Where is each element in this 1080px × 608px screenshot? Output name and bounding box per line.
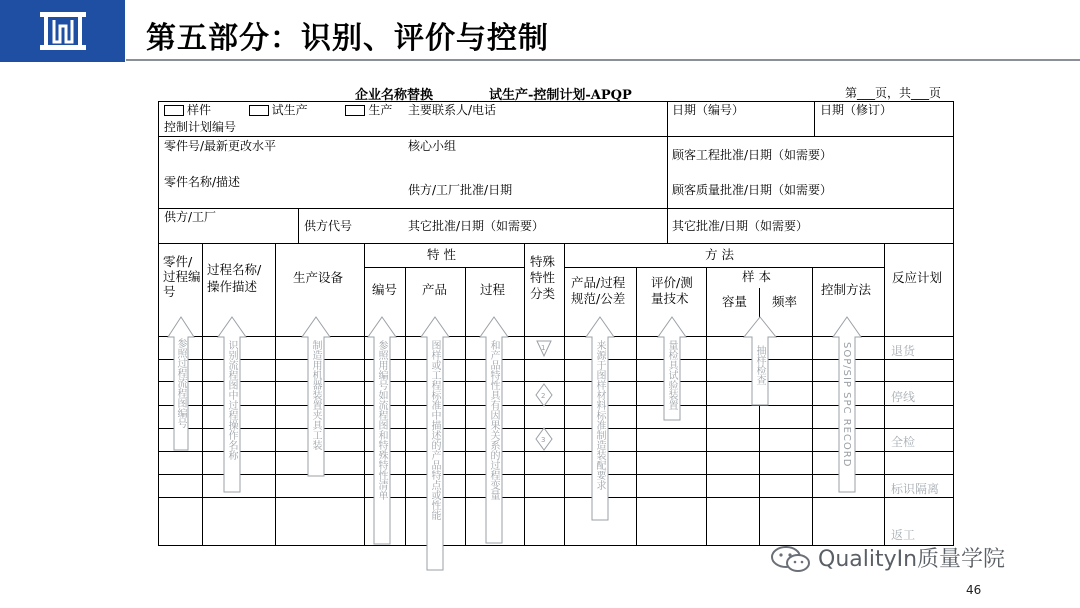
plan-number-label: 控制计划编号 bbox=[164, 120, 237, 134]
wechat-icon bbox=[770, 545, 812, 573]
col-sample-size: 容量 bbox=[722, 294, 748, 309]
special-mark-2: 2 bbox=[541, 392, 546, 400]
col-sample: 样 本 bbox=[742, 269, 771, 284]
arrow-note-9: 抽样检查 bbox=[754, 345, 765, 385]
col-special: 特殊特性分类 bbox=[530, 254, 556, 301]
arrow-note-3: 制造用机器装置夹具工装 bbox=[310, 340, 321, 450]
plan-title: 试生产-控制计划-APQP bbox=[489, 88, 632, 103]
customer-quality-approval-label: 顾客质量批准/日期（如需要） bbox=[672, 183, 833, 197]
arrow-note-7: 来源于图样材料标准制造装配要求 bbox=[594, 340, 605, 490]
reaction-stop-line: 停线 bbox=[891, 390, 916, 404]
part-name-label: 零件名称/描述 bbox=[164, 175, 241, 189]
core-team-label: 核心小组 bbox=[408, 139, 457, 153]
col-reaction: 反应计划 bbox=[892, 270, 943, 285]
date-revised-label: 日期（修订） bbox=[820, 103, 893, 117]
special-mark-3: 3 bbox=[541, 436, 546, 444]
reaction-rework: 返工 bbox=[891, 528, 916, 542]
col-char-product: 产品 bbox=[422, 282, 448, 297]
reaction-return: 退货 bbox=[891, 344, 916, 358]
arrow-note-2: 识别流程图中过程操作名称 bbox=[226, 340, 237, 460]
col-char-process: 过程 bbox=[480, 282, 506, 297]
checkbox-sample-label: 样件 bbox=[187, 103, 212, 117]
supplier-plant-approval-label: 供方/工厂批准/日期 bbox=[408, 183, 513, 197]
company-name: 企业名称替换 bbox=[355, 88, 434, 103]
col-characteristics: 特 性 bbox=[427, 247, 456, 262]
watermark-text: QualityIn质量学院 bbox=[818, 547, 1006, 572]
page-title: 第五部分：识别、评价与控制 bbox=[146, 21, 549, 56]
col-control: 控制方法 bbox=[821, 282, 872, 297]
col-equipment: 生产设备 bbox=[293, 270, 344, 285]
arrow-note-10: SOP/SIP SPC RECORD bbox=[841, 342, 852, 468]
main-contact-label: 主要联系人/电话 bbox=[408, 103, 497, 117]
col-spec: 产品/过程规范/公差 bbox=[571, 275, 626, 306]
reaction-tag-isolate: 标识隔离 bbox=[891, 482, 940, 496]
page-of: 第___页，共___页 bbox=[845, 86, 942, 100]
arrow-note-6: 和产品特性具有因果关系的过程变量 bbox=[488, 340, 499, 500]
special-mark-1: 1 bbox=[541, 344, 546, 352]
page-number: 46 bbox=[966, 583, 982, 597]
checkbox-production-label: 生产 bbox=[368, 103, 393, 117]
supplier-code-label: 供方代号 bbox=[304, 219, 353, 233]
col-char-no: 编号 bbox=[372, 282, 398, 297]
col-methods: 方 法 bbox=[705, 247, 734, 262]
col-part-process-no: 零件/过程编号 bbox=[163, 254, 201, 299]
arrow-note-5: 图样或工程标准中描述的产品特点或性能 bbox=[429, 340, 440, 520]
supplier-plant-label: 供方/工厂 bbox=[164, 210, 217, 224]
arrow-note-1: 参照过程流程图编号 bbox=[175, 338, 186, 428]
col-sample-freq: 频率 bbox=[772, 294, 798, 309]
col-eval: 评价/测量技术 bbox=[651, 275, 693, 306]
other-approval-label-1: 其它批准/日期（如需要） bbox=[408, 219, 545, 233]
arrow-note-8: 量检具试验装置 bbox=[666, 340, 677, 410]
arrow-note-4: 参照用编号如流程图和特殊特性清单 bbox=[376, 340, 387, 500]
customer-eng-approval-label: 顾客工程批准/日期（如需要） bbox=[672, 148, 833, 162]
reaction-full-inspection: 全检 bbox=[891, 435, 916, 449]
part-number-label: 零件号/最新更改水平 bbox=[164, 139, 277, 153]
other-approval-label-2: 其它批准/日期（如需要） bbox=[672, 219, 809, 233]
date-number-label: 日期（编号） bbox=[672, 103, 745, 117]
checkbox-trial-label: 试生产 bbox=[271, 103, 308, 117]
col-process-name: 过程名称/操作描述 bbox=[207, 262, 262, 294]
